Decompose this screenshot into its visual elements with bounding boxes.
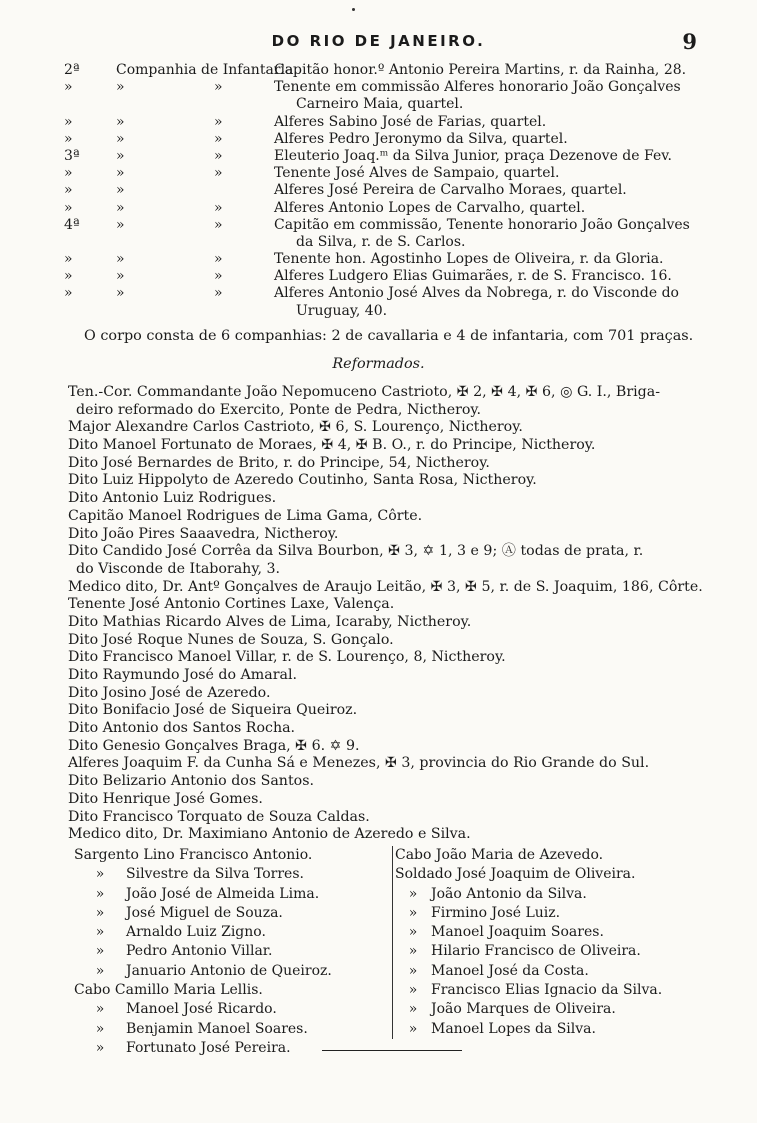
roster-line — [395, 981, 725, 1000]
reformado-line: Major Alexandre Carlos Castrioto, ✠ 6, S. Lourenço, Nictheroy. — [68, 419, 523, 436]
roster-name: Silvestre da Silva Torres. — [126, 866, 304, 883]
roster-line — [74, 1000, 384, 1019]
reformado-line: Dito Francisco Torquato de Souza Caldas. — [68, 808, 370, 825]
ditto-mark: » — [95, 943, 105, 960]
reformado-line: Medico dito, Dr. Antº Gonçalves de Araujo Leitão, ✠ 3, ✠ 5, r. de S. Joaquim, 186, Côrte. — [68, 578, 703, 595]
roster-name: Fortunato José Pereira. — [126, 1039, 291, 1056]
roster-line — [74, 846, 384, 865]
reformado-line: deiro reformado do Exercito, Ponte de Pedra, Nictheroy. — [76, 401, 482, 418]
ditto-mark: » — [408, 1020, 418, 1037]
roster-name: Cabo Camillo Maria Lellis. — [74, 982, 263, 999]
company-col-c2: » — [116, 199, 125, 216]
page-number: 9 — [682, 29, 697, 54]
reformado-line: Dito Henrique José Gomes. — [68, 790, 263, 807]
reformado-line: Alferes Joaquim F. da Cunha Sá e Menezes, ✠ 3, provincia do Rio Grande do Sul. — [68, 755, 650, 772]
reformado-line: Dito Luiz Hippolyto de Azeredo Coutinho, Santa Rosa, Nictheroy. — [68, 472, 537, 489]
roster-name: Manoel Joaquim Soares. — [431, 924, 604, 941]
roster-name: Cabo João Maria de Azevedo. — [395, 847, 604, 863]
roster-name: João José de Almeida Lima. — [126, 885, 320, 902]
company-col-c3: » — [214, 268, 223, 285]
roster-line — [395, 1020, 725, 1039]
roster-name: Arnaldo Luiz Zigno. — [126, 924, 266, 941]
roster-name: Manoel José da Costa. — [431, 962, 589, 979]
roster-line — [395, 846, 725, 865]
company-col-c3: » — [214, 165, 223, 182]
company-entry-text: Alferes Sabino José de Farias, quartel. — [274, 113, 547, 130]
company-row — [64, 96, 714, 113]
roster-line — [74, 885, 384, 904]
ditto-mark: » — [408, 943, 418, 960]
roster-line — [74, 1020, 384, 1039]
reformado-line: Dito José Roque Nunes de Souza, S. Gonçalo. — [68, 631, 394, 648]
company-row — [64, 200, 714, 217]
company-entry-text: Alferes Pedro Jeronymo da Silva, quartel. — [274, 130, 568, 147]
company-row — [64, 251, 714, 268]
company-col-c1: » — [64, 268, 73, 285]
print-speck — [352, 8, 355, 11]
reformado-line: Ten.-Cor. Commandante João Nepomuceno Castrioto, ✠ 2, ✠ 4, ✠ 6, ◎ G. I., Briga- — [68, 384, 661, 400]
company-col-c1: » — [64, 199, 73, 216]
reformado-line: Dito Belizario Antonio dos Santos. — [68, 773, 314, 790]
company-entry-text: Capitão em commissão, Tenente honorario João Gonçalves — [274, 216, 690, 233]
company-col-c3: » — [214, 130, 223, 147]
roster-line — [74, 923, 384, 942]
ditto-mark: » — [95, 885, 105, 902]
company-col-c3: » — [214, 147, 223, 164]
reformado-line: Dito João Pires Saaavedra, Nictheroy. — [68, 525, 339, 542]
company-col-c2: » — [116, 165, 125, 182]
company-col-c2: » — [116, 285, 125, 302]
company-col-c1: 3ª — [64, 147, 80, 164]
company-row — [64, 165, 714, 182]
ditto-mark: » — [408, 924, 418, 941]
reformado-line: Dito Candido José Corrêa da Silva Bourbon, ✠ 3, ✡ 1, 3 e 9; Ⓐ todas de prata, r. — [68, 543, 644, 560]
reformado-line: Tenente José Antonio Cortines Laxe, Valença. — [68, 596, 395, 613]
reformado-line: do Visconde de Itaborahy, 3. — [76, 560, 280, 577]
company-col-c2: » — [116, 251, 125, 268]
company-entry-text: Capitão honor.º Antonio Pereira Martins, r. da Rainha, 28. — [274, 62, 687, 78]
roster-name: Firmino José Luiz. — [431, 904, 561, 921]
company-entry-text: Alferes Ludgero Elias Guimarães, r. de S. Francisco. 16. — [274, 268, 672, 285]
company-col-c2: » — [116, 79, 125, 96]
right-roster-column — [392, 846, 725, 1039]
company-entry-text: Alferes José Pereira de Carvalho Moraes, quartel. — [274, 182, 627, 199]
company-row — [64, 114, 714, 131]
company-entry-text: Alferes Antonio Lopes de Carvalho, quartel. — [274, 199, 586, 216]
company-col-c1: » — [64, 251, 73, 268]
company-col-c3: » — [214, 251, 223, 268]
roster-line — [74, 865, 384, 884]
company-row — [64, 234, 714, 251]
company-entry-text: Tenente José Alves de Sampaio, quartel. — [274, 165, 560, 182]
roster-line — [395, 962, 725, 981]
company-col-c2: » — [116, 130, 125, 147]
reformado-line: Dito Francisco Manoel Villar, r. de S. Lourenço, 8, Nictheroy. — [68, 649, 506, 666]
company-col-c3: » — [214, 199, 223, 216]
reformado-line: Capitão Manoel Rodrigues de Lima Gama, Côrte. — [68, 507, 423, 524]
ditto-mark: » — [95, 962, 105, 979]
company-col-c1: » — [64, 79, 73, 96]
roster-line — [74, 904, 384, 923]
roster-line — [395, 1000, 725, 1019]
company-row — [64, 303, 714, 320]
ditto-mark: » — [408, 1001, 418, 1018]
ditto-mark: » — [95, 924, 105, 941]
company-col-c3: » — [214, 79, 223, 96]
roster-line — [395, 885, 725, 904]
corps-summary: O corpo consta de 6 companhias: 2 de cavallaria e 4 de infantaria, com 701 praças. — [84, 328, 694, 344]
ditto-mark: » — [408, 904, 418, 921]
roster-name: Manoel Lopes da Silva. — [431, 1020, 596, 1037]
roster-line — [395, 865, 725, 884]
ditto-mark: » — [95, 866, 105, 883]
companies-list — [64, 62, 714, 320]
company-col-c1: » — [64, 285, 73, 302]
company-row — [64, 62, 714, 79]
company-col-c2: » — [116, 216, 125, 233]
left-roster-column — [74, 846, 384, 1058]
roster-line — [395, 942, 725, 961]
ditto-mark: » — [95, 1039, 105, 1056]
company-row — [64, 182, 714, 199]
company-col-c1: » — [64, 182, 73, 199]
company-col-c2: » — [116, 268, 125, 285]
reformado-line: Dito Manoel Fortunato de Moraes, ✠ 4, ✠ B. O., r. do Principe, Nictheroy. — [68, 437, 596, 454]
reformado-line: Medico dito, Dr. Maximiano Antonio de Azeredo e Silva. — [68, 826, 471, 843]
reformado-line: Dito Antonio dos Santos Rocha. — [68, 720, 296, 737]
reformado-line: Dito Genesio Gonçalves Braga, ✠ 6. ✡ 9. — [68, 737, 360, 754]
company-col-c2: » — [116, 147, 125, 164]
roster-line — [395, 923, 725, 942]
company-entry-text: Tenente em commissão Alferes honorario João Gonçalves — [274, 79, 681, 96]
company-entry-text: Carneiro Maia, quartel. — [296, 96, 464, 113]
reformado-line: Dito Bonifacio José de Siqueira Queiroz. — [68, 702, 358, 719]
company-entry-text: Alferes Antonio José Alves da Nobrega, r. do Visconde do — [274, 285, 679, 302]
company-col-c2: » — [116, 182, 125, 199]
reformado-line: Dito Antonio Luiz Rodrigues. — [68, 490, 277, 507]
company-col-c1: » — [64, 113, 73, 130]
roster-name: Hilario Francisco de Oliveira. — [431, 943, 641, 960]
ditto-mark: » — [95, 904, 105, 921]
reformado-line: Dito José Bernardes de Brito, r. do Principe, 54, Nictheroy. — [68, 454, 490, 471]
company-col-c1: 2ª — [64, 62, 80, 78]
roster-name: José Miguel de Souza. — [126, 904, 283, 921]
roster-name: Manoel José Ricardo. — [126, 1001, 277, 1018]
roster-name: João Marques de Oliveira. — [431, 1001, 616, 1018]
roster-line — [74, 981, 384, 1000]
roster-line — [395, 904, 725, 923]
roster-name: João Antonio da Silva. — [431, 885, 587, 902]
ditto-mark: » — [408, 982, 418, 999]
running-title: DO RIO DE JANEIRO. — [271, 32, 486, 50]
company-col-c2: Companhia de Infantaria. — [116, 62, 298, 78]
company-row — [64, 285, 714, 302]
company-entry-text: Tenente hon. Agostinho Lopes de Oliveira, r. da Gloria. — [274, 251, 664, 268]
ditto-mark: » — [408, 962, 418, 979]
company-row — [64, 148, 714, 165]
roster-name: Benjamin Manoel Soares. — [126, 1020, 308, 1037]
company-row — [64, 268, 714, 285]
company-col-c1: » — [64, 130, 73, 147]
roster-line — [74, 942, 384, 961]
roster-name: Januario Antonio de Queiroz. — [126, 962, 332, 979]
roster-name: Sargento Lino Francisco Antonio. — [74, 847, 313, 863]
ditto-mark: » — [408, 885, 418, 902]
company-col-c2: » — [116, 113, 125, 130]
company-entry-text: da Silva, r. de S. Carlos. — [296, 233, 466, 250]
reformados-list — [68, 384, 708, 844]
page-header — [0, 29, 757, 56]
reformado-line: Dito Josino José de Azeredo. — [68, 684, 271, 701]
closing-rule — [322, 1050, 462, 1051]
company-entry-text: Eleuterio Joaq.ᵐ da Silva Junior, praça Dezenove de Fev. — [274, 147, 672, 164]
ditto-mark: » — [95, 1001, 105, 1018]
roster-name: Soldado José Joaquim de Oliveira. — [395, 866, 636, 883]
roster-name: Pedro Antonio Villar. — [126, 943, 273, 960]
company-entry-text: Uruguay, 40. — [296, 302, 388, 319]
company-col-c1: » — [64, 165, 73, 182]
roster-name: Francisco Elias Ignacio da Silva. — [431, 982, 663, 999]
company-row — [64, 131, 714, 148]
roster-line — [74, 1039, 384, 1058]
company-col-c3: » — [214, 216, 223, 233]
company-col-c3: » — [214, 113, 223, 130]
ditto-mark: » — [95, 1020, 105, 1037]
company-row — [64, 79, 714, 96]
company-col-c3: » — [214, 285, 223, 302]
company-row — [64, 217, 714, 234]
reformado-line: Dito Raymundo José do Amaral. — [68, 667, 298, 683]
reformados-heading: Reformados. — [332, 356, 425, 372]
company-col-c1: 4ª — [64, 216, 80, 233]
reformado-line: Dito Mathias Ricardo Alves de Lima, Icaraby, Nictheroy. — [68, 613, 472, 630]
roster-line — [74, 962, 384, 981]
